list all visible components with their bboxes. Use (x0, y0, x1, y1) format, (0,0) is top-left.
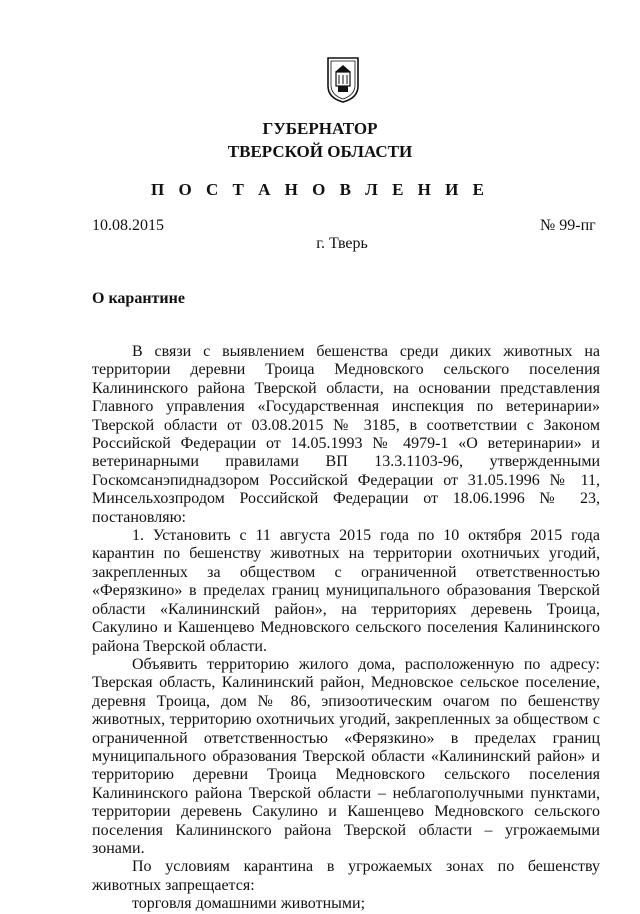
document-body (92, 343, 600, 914)
coat-of-arms-emblem (326, 56, 360, 104)
document-type: П О С Т А Н О В Л Е Н И Е (151, 180, 489, 199)
body-paragraph: Объявить территорию жилого дома, расположенную по адресу: Тверская область, Калининский район, Медновское сельское поселение, деревня Троица, дом № 86, эпизоотическим очагом по бешенству животных, территорию охотничьих угодий, закрепленных за обществом с ограниченной ответственностью «Ферязкино» в пределах границ муниципального образования Тверской области «Калининский район» и территорию деревни Троица Медновского сельского поселения Калининского района Тверской области – неблагополучными пунктами, территории деревень Сакулино и Кашенцево Медновского сельского поселения Калининского района Тверской области – угрожаемыми зонами. (92, 655, 600, 857)
issuer-region: ТВЕРСКОЙ ОБЛАСТИ (227, 142, 413, 161)
document-city: г. Тверь (316, 235, 368, 252)
body-paragraph: По условиям карантина в угрожаемых зонах по бешенству животных запрещается: (92, 858, 600, 894)
body-paragraph: торговля домашними животными; (132, 895, 366, 913)
document-number: № 99-пг (540, 217, 596, 234)
document-subject: О карантине (92, 290, 185, 307)
body-paragraph: В связи с выявлением бешенства среди диких животных на территории деревни Троица Медновского сельского поселения Калининского района Тверской области, на основании представления Главного управления «Государственная инспекция по ветеринарии» Тверской области от 03.08.2015 № 3185, в соответствии с Законом Российской Федерации от 14.05.1993 № 4979-1 «О ветеринарии» и ветеринарными правилами ВП 13.3.1103-96, утвержденными Госкомсанэпиднадзором Российской Федерации от 31.05.1996 № 11, Минсельхозпродом Российской Федерации от 18.06.1996 № 23, постановляю: (92, 343, 600, 526)
document-date: 10.08.2015 (92, 217, 164, 234)
body-paragraph: 1. Установить с 11 августа 2015 года по 10 октября 2015 года карантин по бешенству животных на территории охотничьих угодий, закрепленных за обществом с ограниченной ответственностью «Ферязкино» в пределах границ муниципального образования Тверской области «Калининский район», на территориях деревень Троица, Сакулино и Кашенцево Медновского сельского поселения Калининского района Тверской области. (92, 527, 600, 655)
issuer-title: ГУБЕРНАТОР (262, 119, 378, 138)
